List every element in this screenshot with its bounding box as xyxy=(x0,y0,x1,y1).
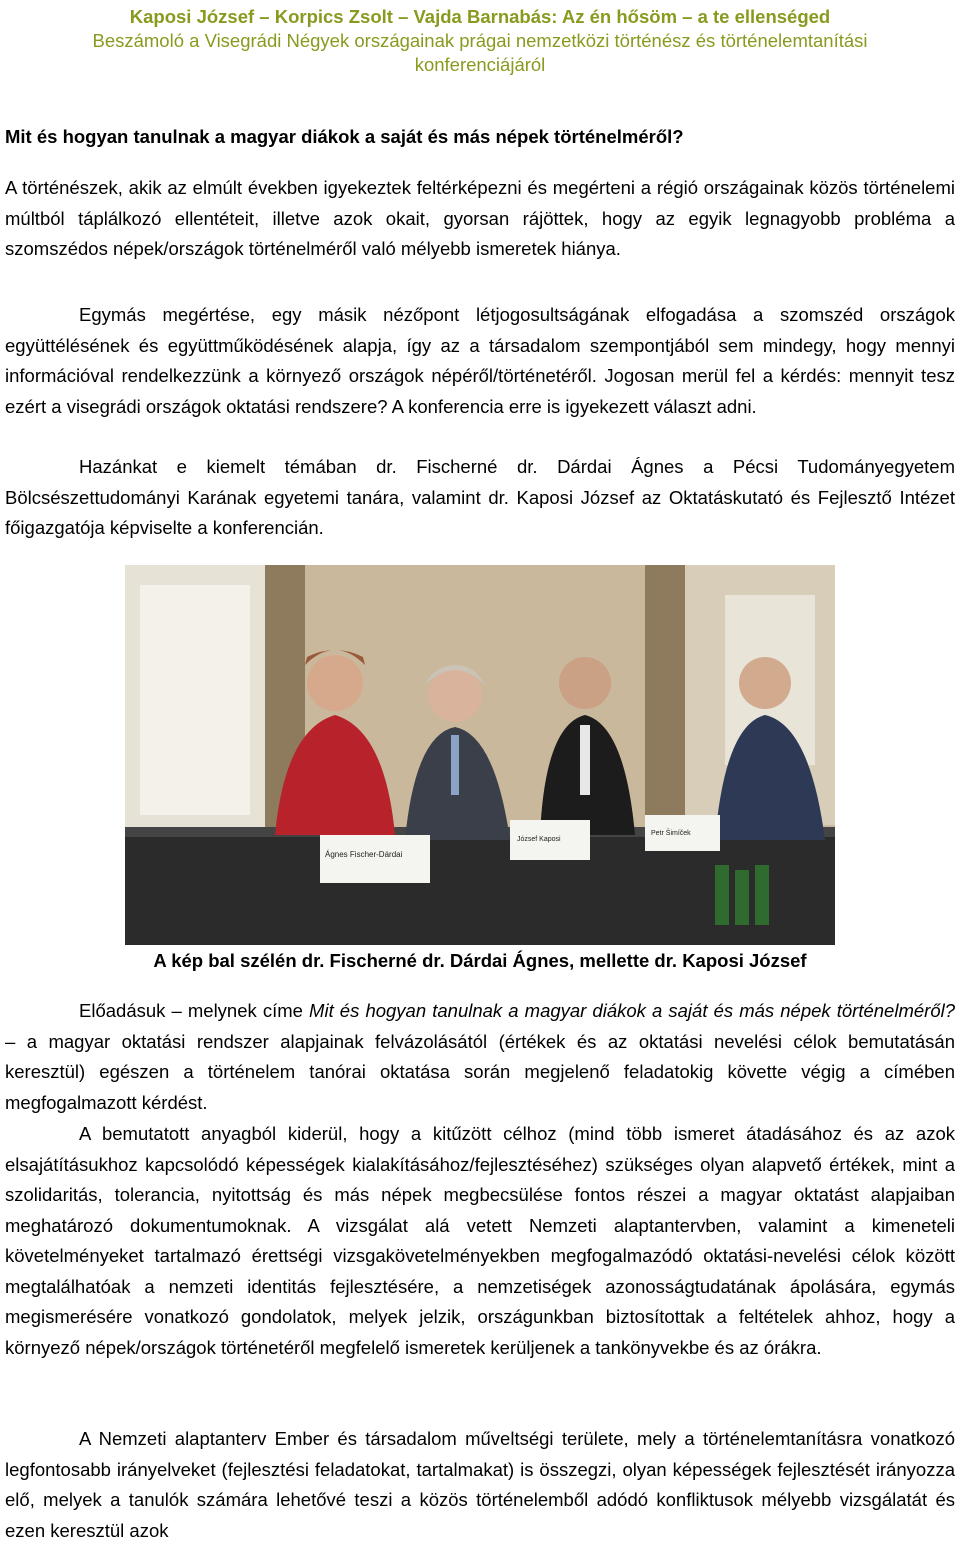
header-subtitle-line2: konferenciájáról xyxy=(414,54,546,75)
conference-photo xyxy=(125,565,835,945)
paragraph-5: A bemutatott anyagból kiderül, hogy a kitűzött célhoz (mind több ismeret átadásához és az azok elsajátításukhoz kapcsolódó képességek kialakításához/fejlesztéséhez) szükséges olyan alapvető értékek, mint a szolidaritás, tolerancia, nyitottság és más népek megbecsülése fontos részei a magyar oktatást alapjaiban meghatározó dokumentumoknak. A vizsgálat alá vetett Nemzeti alaptantervben, valamint a kimeneteli követelményeket tartalmazó érettségi vizsgakövetelményekben megfogalmazódó oktatási-nevelési célok között megtalálhatóak a nemzeti identitás fejlesztésére, a nemzetiségek azonosságtudatának ápolására, egymás megismerésére vonatkozó gondolatok, melyek jelzik, országunkban biztosítottak a feltételek ahhoz, hogy a környező népek/országok történetéről megfelelő ismeretek kerüljenek a tankönyvekbe és az órákra. xyxy=(5,1123,955,1358)
photo-caption: A kép bal szélén dr. Fischerné dr. Dárdai Ágnes, mellette dr. Kaposi József xyxy=(153,950,807,971)
header-authors: Kaposi József – Korpics Zsolt – Vajda Barnabás: Az én hősöm – a te ellenséged xyxy=(129,6,831,27)
paragraph-4 xyxy=(5,996,955,1118)
nameplate-3: Petr Šimíček xyxy=(651,830,691,837)
nameplate-2: József Kaposi xyxy=(517,836,561,843)
article-heading: Mit és hogyan tanulnak a magyar diákok a saját és más népek történelméről? xyxy=(5,126,684,147)
paragraph-3: Hazánkat e kiemelt témában dr. Fischerné dr. Dárdai Ágnes a Pécsi Tudományegyetem Bölcsészettudományi Karának egyetemi tanára, valamint dr. Kaposi József az Oktatáskutató és Fejlesztő Intézet főigazgatója képviselte a konferencián. xyxy=(5,456,955,538)
page-header xyxy=(0,0,960,77)
conference-photo-illustration xyxy=(125,565,835,945)
paragraph-4-intro: Előadásuk – melynek címe xyxy=(79,1000,310,1021)
nameplate-1: Ágnes Fischer-Dárdai xyxy=(325,850,403,859)
paragraph-2: Egymás megértése, egy másik nézőpont létjogosultságának elfogadása a szomszéd országok együttélésének és együttműködésének alapja, így az a társadalom szempontjából sem mindegy, hogy mennyi információval rendelkezzünk a környező országok népéről/történetéről. Jogosan merül fel a kérdés: mennyit tesz ezért a visegrádi országok oktatási rendszere? A konferencia erre is igyekezett választ adni. xyxy=(5,304,955,417)
paragraph-4-title: Mit és hogyan tanulnak a magyar diákok a saját és más népek történelméről? xyxy=(309,1000,956,1021)
header-subtitle-line1: Beszámoló a Visegrádi Négyek országainak prágai nemzetközi történész és történelemtanítási xyxy=(92,30,868,51)
paragraph-1: A történészek, akik az elmúlt években igyekeztek feltérképezni és megérteni a régió országainak közös történelemi múltból táplálkozó ellentéteit, illetve azok okait, gyorsan rájöttek, hogy az egyik legnagyobb probléma a szomszédos népek/országok történelméről való mélyebb ismeretek hiánya. xyxy=(5,177,955,259)
paragraph-6: A Nemzeti alaptanterv Ember és társadalom műveltségi területe, mely a történelemtanításra vonatkozó legfontosabb irányelveket (fejlesztési feladatokat, tartalmakat) is összegzi, olyan képességek fejlesztését irányozza elő, melyek a tanulók számára lehetővé teszi a közös történelemből adódó konfliktusok mélyebb vizsgálatát és ezen keresztül azok xyxy=(5,1428,955,1541)
paragraph-4-body: – a magyar oktatási rendszer alapjainak felvázolásától (értékek és az oktatási nevelési célok bemutatásán keresztül) egészen a történelem tanórai oktatása során megjelenő feladatokig követte végig a címében megfogalmazott kérdést. xyxy=(5,1030,955,1113)
